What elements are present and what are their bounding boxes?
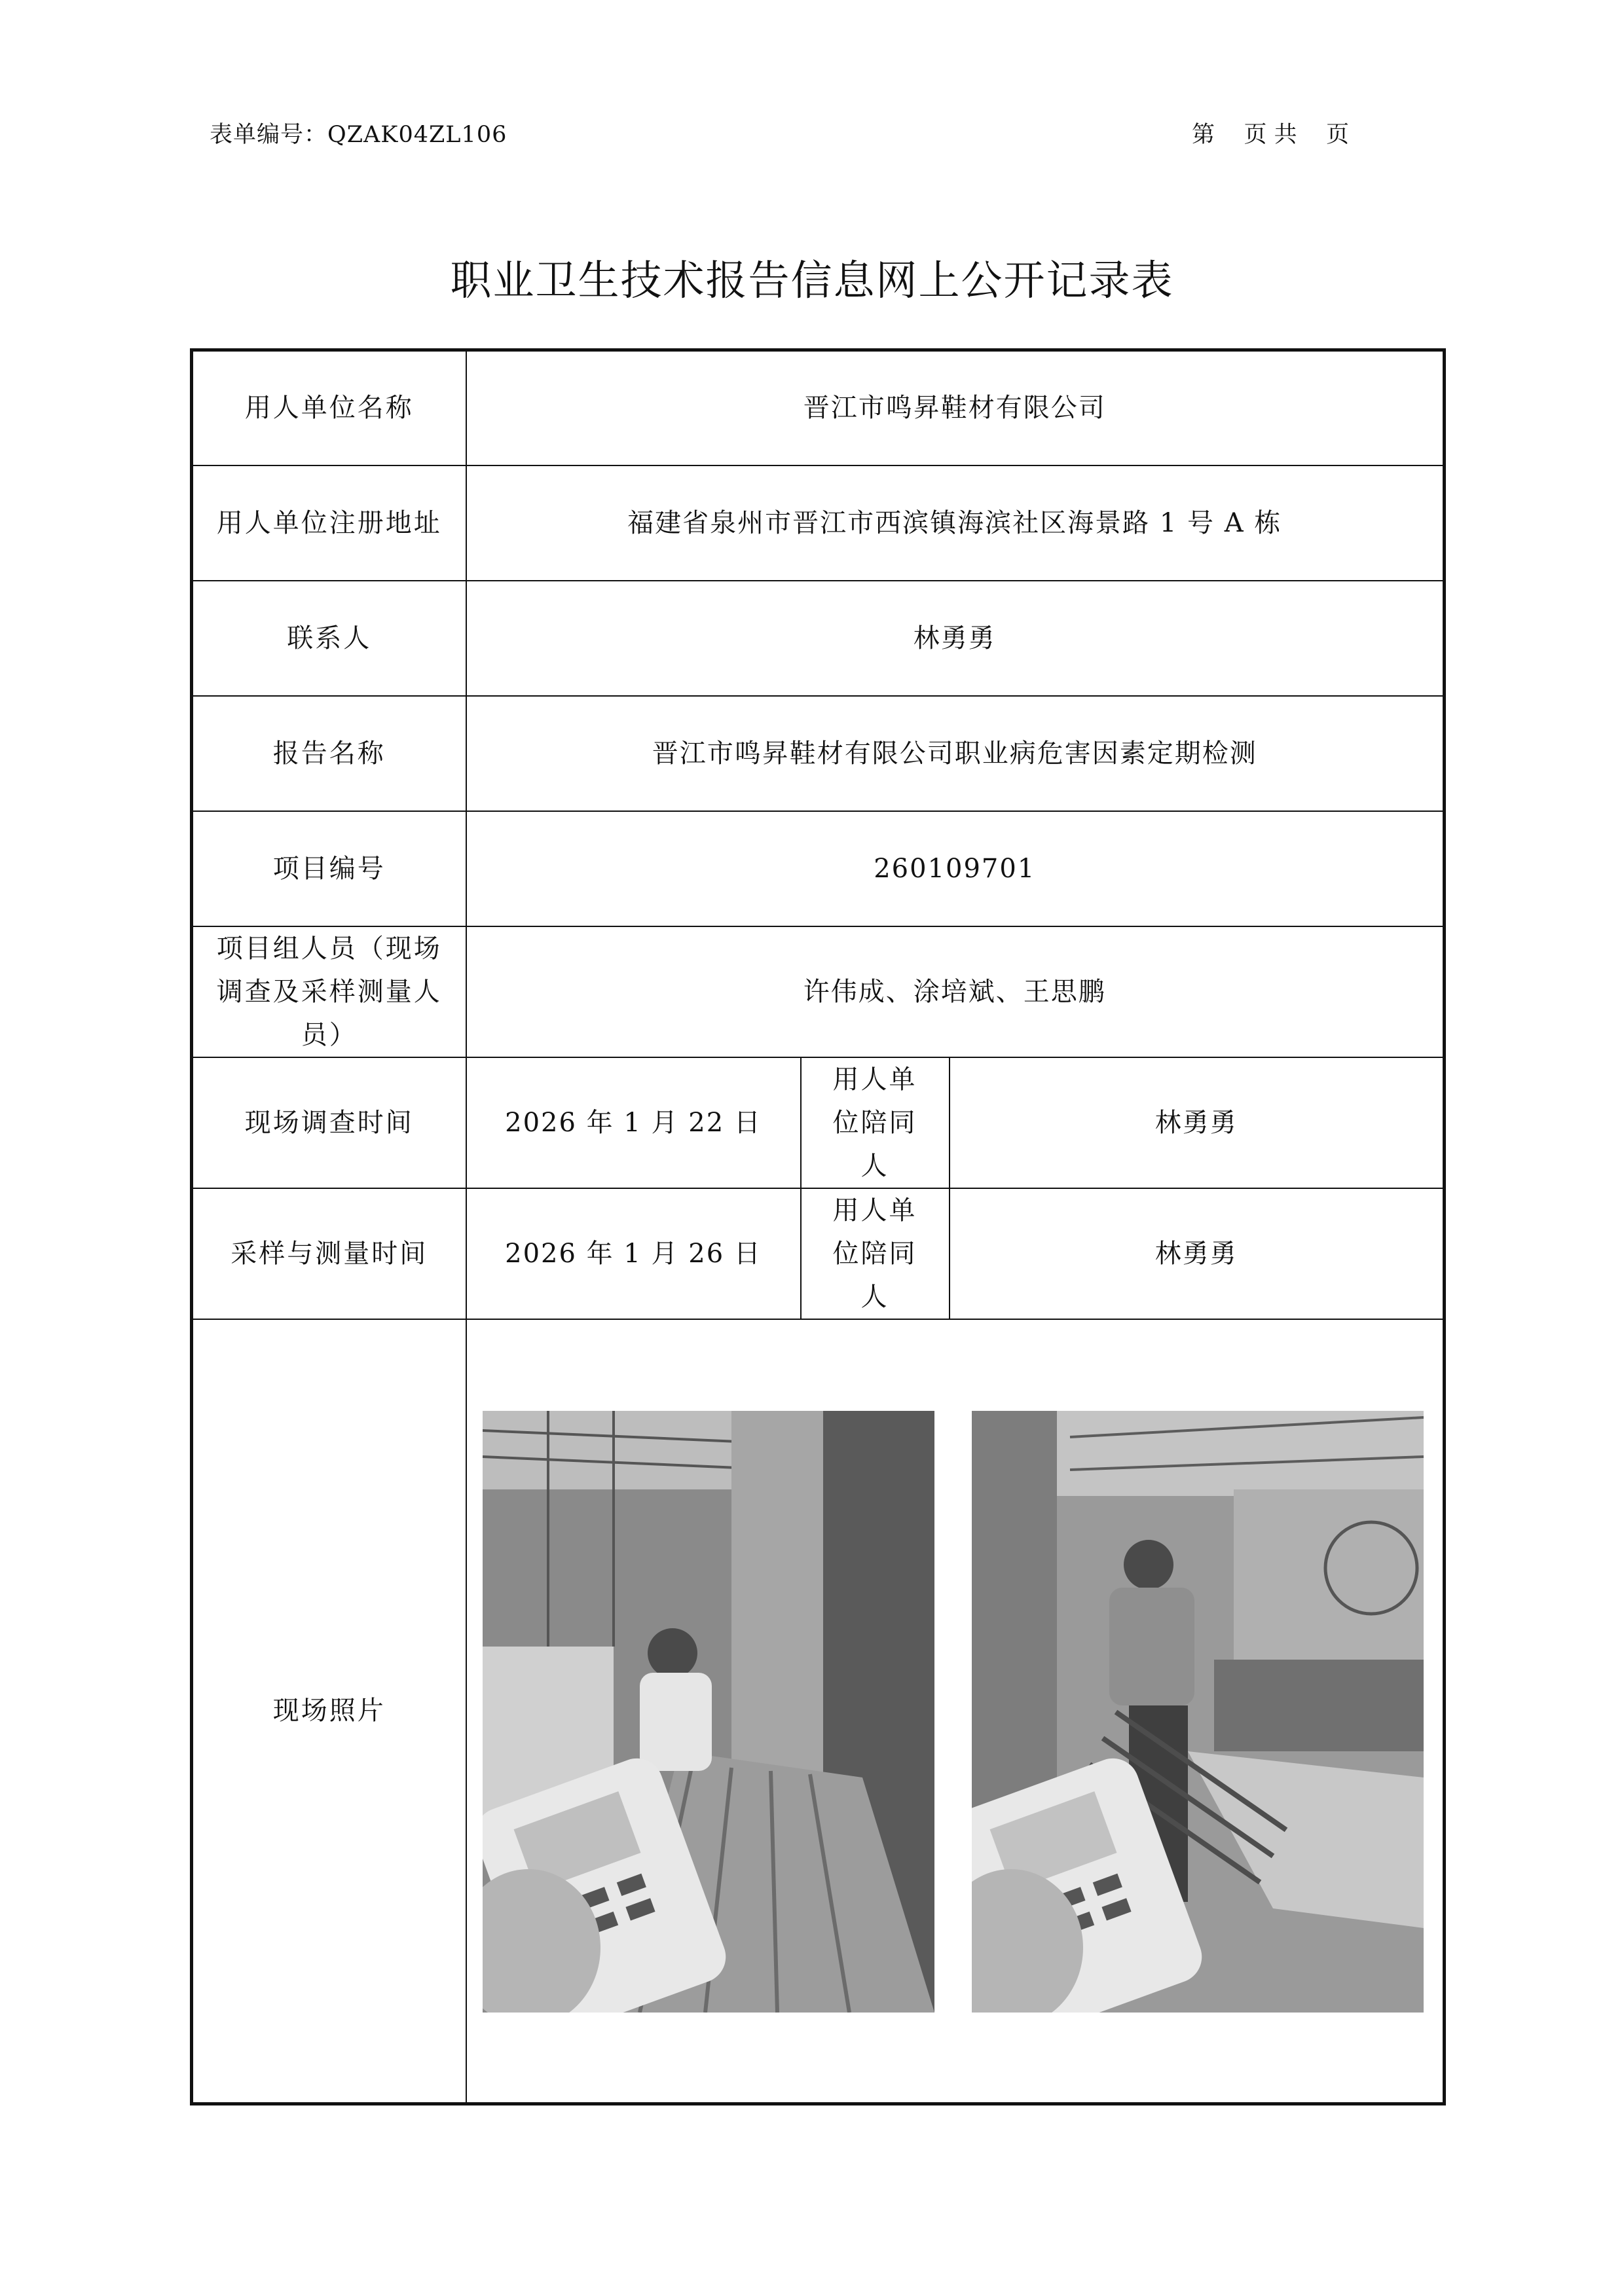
photos-label: 现场照片: [192, 1319, 466, 2104]
row-employer-name: [192, 350, 1445, 465]
sampling-companion-label: 用人单位陪同人: [801, 1188, 950, 1319]
site-photo-1: [483, 1411, 934, 2013]
form-number-label: 表单编号：: [210, 122, 328, 148]
sampling-companion-value: 林勇勇: [950, 1188, 1445, 1319]
row-survey: [192, 1057, 1445, 1188]
employer-address-label: 用人单位注册地址: [192, 465, 466, 581]
form-number-value: QZAK04ZL106: [327, 122, 507, 148]
sampling-time-value: 2026 年 1 月 26 日: [466, 1188, 801, 1319]
row-report-name: [192, 696, 1445, 811]
project-no-value: 260109701: [466, 811, 1445, 926]
employer-name-value: 晋江市鸣昇鞋材有限公司: [466, 350, 1445, 465]
report-name-value: 晋江市鸣昇鞋材有限公司职业病危害因素定期检测: [466, 696, 1445, 811]
record-table: [190, 348, 1446, 2105]
page-info: 第 页 共 页: [1192, 122, 1350, 148]
survey-companion-label: 用人单位陪同人: [801, 1057, 950, 1188]
contact-value: 林勇勇: [466, 581, 1445, 696]
row-team: [192, 926, 1445, 1057]
row-contact: [192, 581, 1445, 696]
employer-address-value: 福建省泉州市晋江市西滨镇海滨社区海景路 1 号 A 栋: [466, 465, 1445, 581]
row-photos: [192, 1319, 1445, 2104]
report-name-label: 报告名称: [192, 696, 466, 811]
project-no-label: 项目编号: [192, 811, 466, 926]
survey-time-label: 现场调查时间: [192, 1057, 466, 1188]
row-sampling: [192, 1188, 1445, 1319]
photos-cell: [466, 1319, 1445, 2104]
survey-companion-value: 林勇勇: [950, 1057, 1445, 1188]
document-title: 职业卫生技术报告信息网上公开记录表: [450, 257, 1174, 304]
survey-time-value: 2026 年 1 月 22 日: [466, 1057, 801, 1188]
employer-name-label: 用人单位名称: [192, 350, 466, 465]
team-value: 许伟成、涂培斌、王思鹏: [466, 926, 1445, 1057]
sampling-time-label: 采样与测量时间: [192, 1188, 466, 1319]
site-photo-2: [972, 1411, 1424, 2013]
team-label: 项目组人员（现场调查及采样测量人员）: [192, 926, 466, 1057]
form-number: [210, 117, 507, 149]
photos-container: [467, 1320, 1443, 2103]
row-project-no: [192, 811, 1445, 926]
row-employer-address: [192, 465, 1445, 581]
contact-label: 联系人: [192, 581, 466, 696]
